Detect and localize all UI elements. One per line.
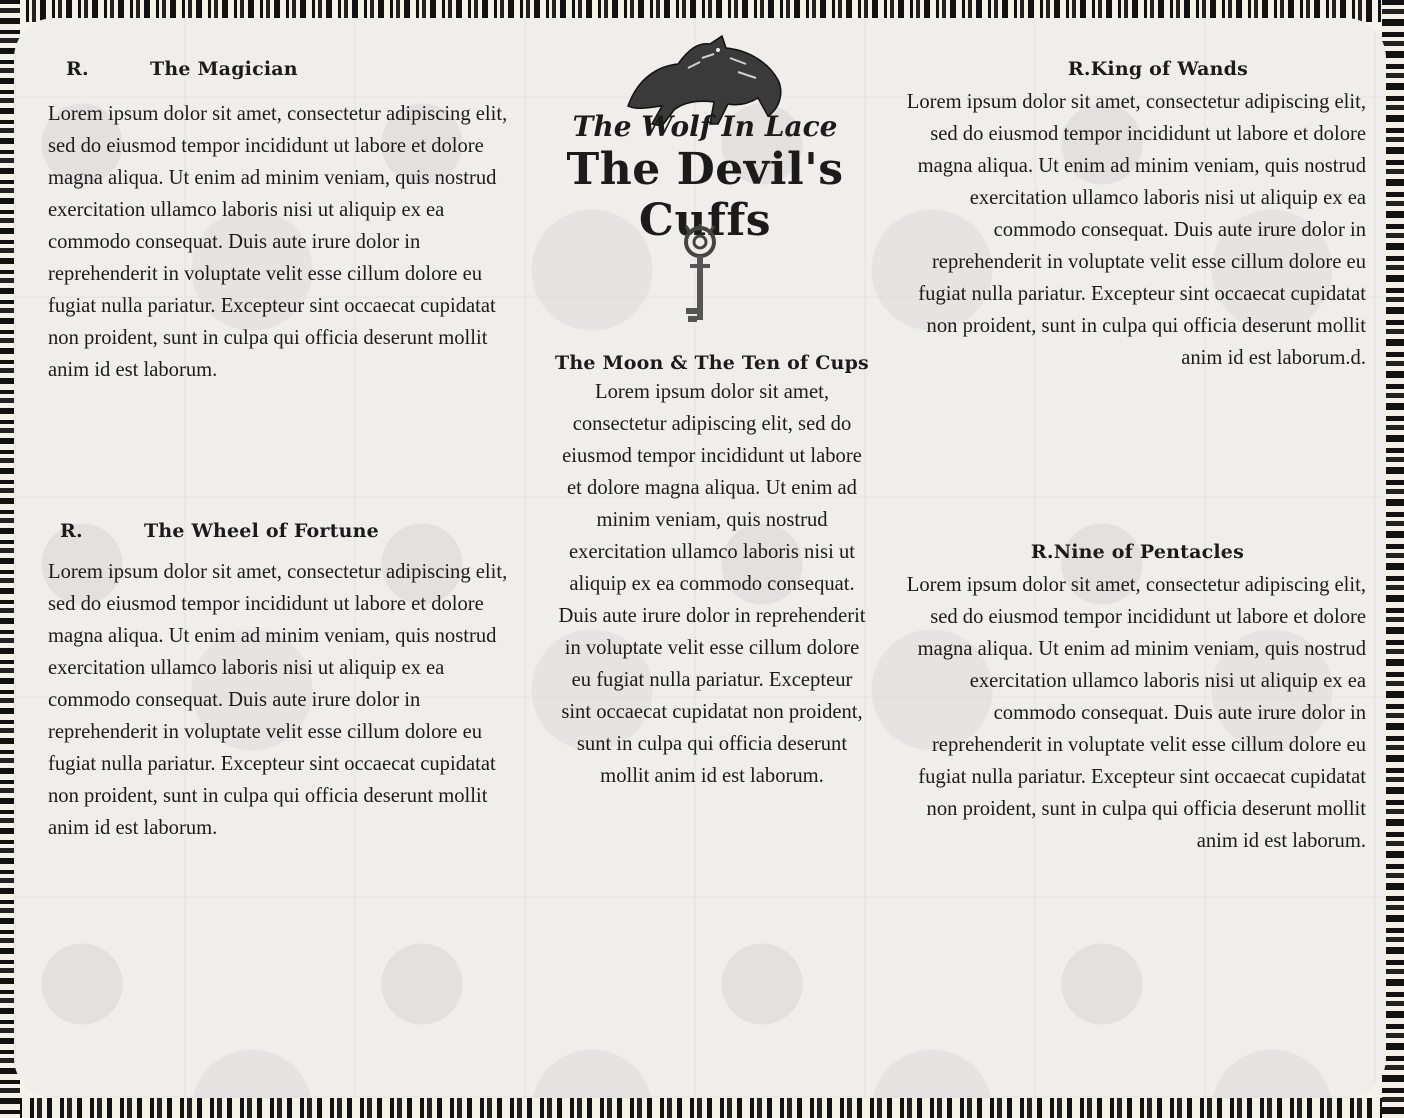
section-title: The Magician bbox=[150, 58, 298, 80]
section-body: Lorem ipsum dolor sit amet, consectetur adipiscing elit, sed do eiusmod tempor incididunt ut labore et dolore magna aliqua. Ut enim ad minim veniam, quis nostrud exercitation ullamco laboris nisi ut aliquip ex ea commodo consequat. Duis aute irure dolor in reprehenderit in voluptate velit esse cillum dolore eu fugiat nulla pariatur. Excepteur sint occaecat cupidatat non proident, sunt in culpa qui officia deserunt mollit anim id est laborum. bbox=[48, 561, 508, 839]
skeleton-key-icon bbox=[676, 224, 724, 328]
section-heading bbox=[60, 520, 514, 542]
section-body: Lorem ipsum dolor sit amet, consectetur adipiscing elit, sed do eiusmod tempor incididunt ut labore et dolore magna aliqua. Ut enim ad minim veniam, quis nostrud exercitation ullamco laboris nisi ut aliquip ex ea commodo consequat. Duis aute irure dolor in reprehenderit in voluptate velit esse cillum dolore eu fugiat nulla pariatur. Excepteur sint occaecat cupidatat non proident, sunt in culpa qui officia deserunt mollit anim id est laborum. bbox=[906, 574, 1366, 852]
section-body: Lorem ipsum dolor sit amet, consectetur adipiscing elit, sed do eiusmod tempor incididunt ut labore et dolore magna aliqua. Ut enim ad minim veniam, quis nostrud exercitation ullamco laboris nisi ut aliquip ex ea commodo consequat. Duis aute irure dolor in reprehenderit in voluptate velit esse cillum dolore eu fugiat nulla pariatur. Excepteur sint occaecat cupidatat non proident, sunt in culpa qui officia deserunt mollit anim id est laborum. bbox=[558, 381, 866, 787]
section-body: Lorem ipsum dolor sit amet, consectetur adipiscing elit, sed do eiusmod tempor incididunt ut labore et dolore magna aliqua. Ut enim ad minim veniam, quis nostrud exercitation ullamco laboris nisi ut aliquip ex ea commodo consequat. Duis aute irure dolor in reprehenderit in voluptate velit esse cillum dolore eu fugiat nulla pariatur. Excepteur sint occaecat cupidatat non proident, sunt in culpa qui officia deserunt mollit anim id est laborum.d. bbox=[906, 91, 1366, 369]
rx-mark: R. bbox=[1030, 541, 1054, 563]
section-heading bbox=[900, 58, 1248, 80]
brand-subtitle: The Wolf In Lace bbox=[572, 110, 838, 143]
section-moon-ten-of-cups bbox=[545, 352, 879, 792]
section-nine-of-pentacles bbox=[900, 541, 1366, 857]
section-title: Nine of Pentacles bbox=[1053, 541, 1244, 563]
section-heading bbox=[900, 541, 1244, 563]
section-body: Lorem ipsum dolor sit amet, consectetur adipiscing elit, sed do eiusmod tempor incididunt ut labore et dolore magna aliqua. Ut enim ad minim veniam, quis nostrud exercitation ullamco laboris nisi ut aliquip ex ea commodo consequat. Duis aute irure dolor in reprehenderit in voluptate velit esse cillum dolore eu fugiat nulla pariatur. Excepteur sint occaecat cupidatat non proident, sunt in culpa qui officia deserunt mollit anim id est laborum. bbox=[48, 103, 508, 381]
section-title: The Moon & The Ten of Cups bbox=[555, 352, 869, 374]
section-title: The Wheel of Fortune bbox=[144, 520, 379, 542]
section-wheel-of-fortune bbox=[48, 520, 514, 844]
section-heading bbox=[66, 58, 514, 80]
section-magician bbox=[48, 58, 514, 386]
rx-mark: R. bbox=[60, 520, 83, 542]
section-title: King of Wands bbox=[1090, 58, 1248, 80]
rx-mark: R. bbox=[66, 58, 89, 80]
section-king-of-wands bbox=[900, 58, 1366, 374]
rx-mark: R. bbox=[1067, 58, 1091, 80]
brand-title: The Devil's Cuffs bbox=[566, 144, 844, 246]
ornamental-border-bottom bbox=[0, 1098, 1404, 1118]
